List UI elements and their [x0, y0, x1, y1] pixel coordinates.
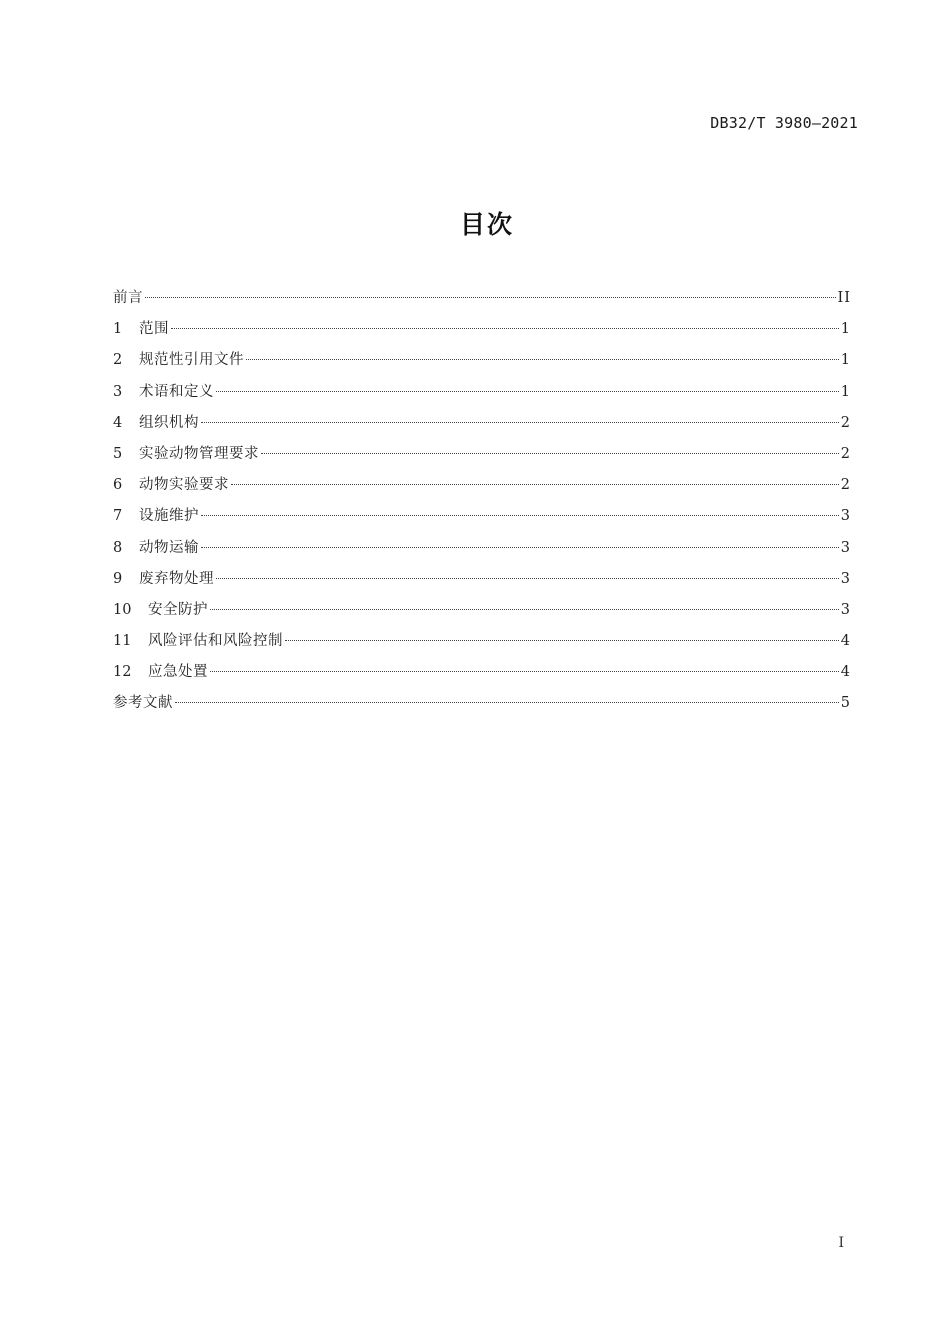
toc-leader-dots: [175, 702, 839, 703]
toc-leader-dots: [201, 422, 839, 423]
toc-entry-9[interactable]: [113, 565, 851, 596]
toc-leader-dots: [210, 671, 839, 672]
toc-entry-page: 3: [840, 601, 851, 618]
toc-entry-number: 12: [113, 664, 132, 681]
toc-entry-label: 设施维护: [139, 508, 199, 525]
toc-entry-number: 2: [113, 352, 123, 369]
document-code: DB32/T 3980—2021: [710, 114, 858, 132]
toc-entry-page: 3: [840, 508, 851, 525]
toc-entry-number: 3: [113, 383, 123, 400]
toc-leader-dots: [201, 515, 839, 516]
toc-entry-label: 废弃物处理: [139, 570, 214, 587]
toc-entry-2[interactable]: [113, 346, 851, 377]
table-of-contents: [113, 284, 851, 721]
toc-entry-number: 10: [113, 601, 132, 618]
toc-entry-number: 4: [113, 414, 123, 431]
toc-leader-dots: [171, 328, 839, 329]
toc-entry-label: 前言: [113, 290, 143, 306]
toc-entry-8[interactable]: [113, 534, 851, 565]
toc-entry-7[interactable]: [113, 502, 851, 533]
toc-entry-page: 3: [840, 539, 851, 556]
toc-entry-5[interactable]: [113, 440, 851, 471]
toc-entry-label: 术语和定义: [139, 383, 214, 400]
toc-leader-dots: [216, 578, 839, 579]
toc-entry-page: 5: [840, 695, 851, 712]
page-title: 目次: [459, 210, 514, 239]
toc-entry-page: 4: [840, 664, 851, 681]
toc-leader-dots: [285, 640, 839, 641]
toc-leader-dots: [246, 359, 839, 360]
toc-entry-references[interactable]: [113, 689, 851, 720]
toc-entry-number: 6: [113, 477, 123, 494]
toc-entry-12[interactable]: [113, 658, 851, 689]
toc-entry-3[interactable]: [113, 378, 851, 409]
toc-entry-number: 1: [113, 321, 123, 338]
toc-leader-dots: [261, 453, 839, 454]
toc-entry-label: 参考文献: [113, 695, 173, 712]
toc-entry-label: 动物实验要求: [139, 477, 229, 494]
toc-entry-page: 1: [840, 383, 851, 400]
toc-entry-1[interactable]: [113, 315, 851, 346]
toc-entry-page: 2: [840, 414, 851, 431]
toc-entry-foreword[interactable]: [113, 284, 851, 315]
toc-leader-dots: [210, 609, 839, 610]
toc-entry-number: 8: [113, 539, 123, 556]
toc-entry-page: 4: [840, 633, 851, 650]
toc-entry-number: 7: [113, 508, 123, 525]
toc-entry-label: 动物运输: [139, 539, 199, 556]
toc-entry-4[interactable]: [113, 409, 851, 440]
toc-entry-label: 范围: [139, 321, 169, 338]
toc-entry-page: 1: [840, 321, 851, 338]
toc-entry-page: 2: [840, 445, 851, 462]
toc-entry-page: 2: [840, 477, 851, 494]
toc-entry-6[interactable]: [113, 471, 851, 502]
toc-entry-number: 11: [113, 633, 132, 650]
toc-entry-label: 实验动物管理要求: [139, 445, 259, 462]
toc-leader-dots: [201, 547, 839, 548]
toc-entry-label: 风险评估和风险控制: [148, 633, 283, 650]
toc-entry-page: II: [837, 290, 851, 306]
toc-entry-label: 安全防护: [148, 601, 208, 618]
toc-entry-11[interactable]: [113, 627, 851, 658]
toc-entry-number: 9: [113, 570, 123, 587]
toc-leader-dots: [145, 297, 836, 298]
toc-entry-label: 应急处置: [148, 664, 208, 681]
toc-leader-dots: [231, 484, 839, 485]
toc-entry-page: 3: [840, 570, 851, 587]
toc-entry-10[interactable]: [113, 596, 851, 627]
toc-entry-page: 1: [840, 352, 851, 369]
toc-entry-label: 组织机构: [139, 414, 199, 431]
page-number: I: [838, 1235, 844, 1251]
toc-entry-label: 规范性引用文件: [139, 352, 244, 369]
toc-entry-number: 5: [113, 445, 123, 462]
toc-leader-dots: [216, 391, 839, 392]
